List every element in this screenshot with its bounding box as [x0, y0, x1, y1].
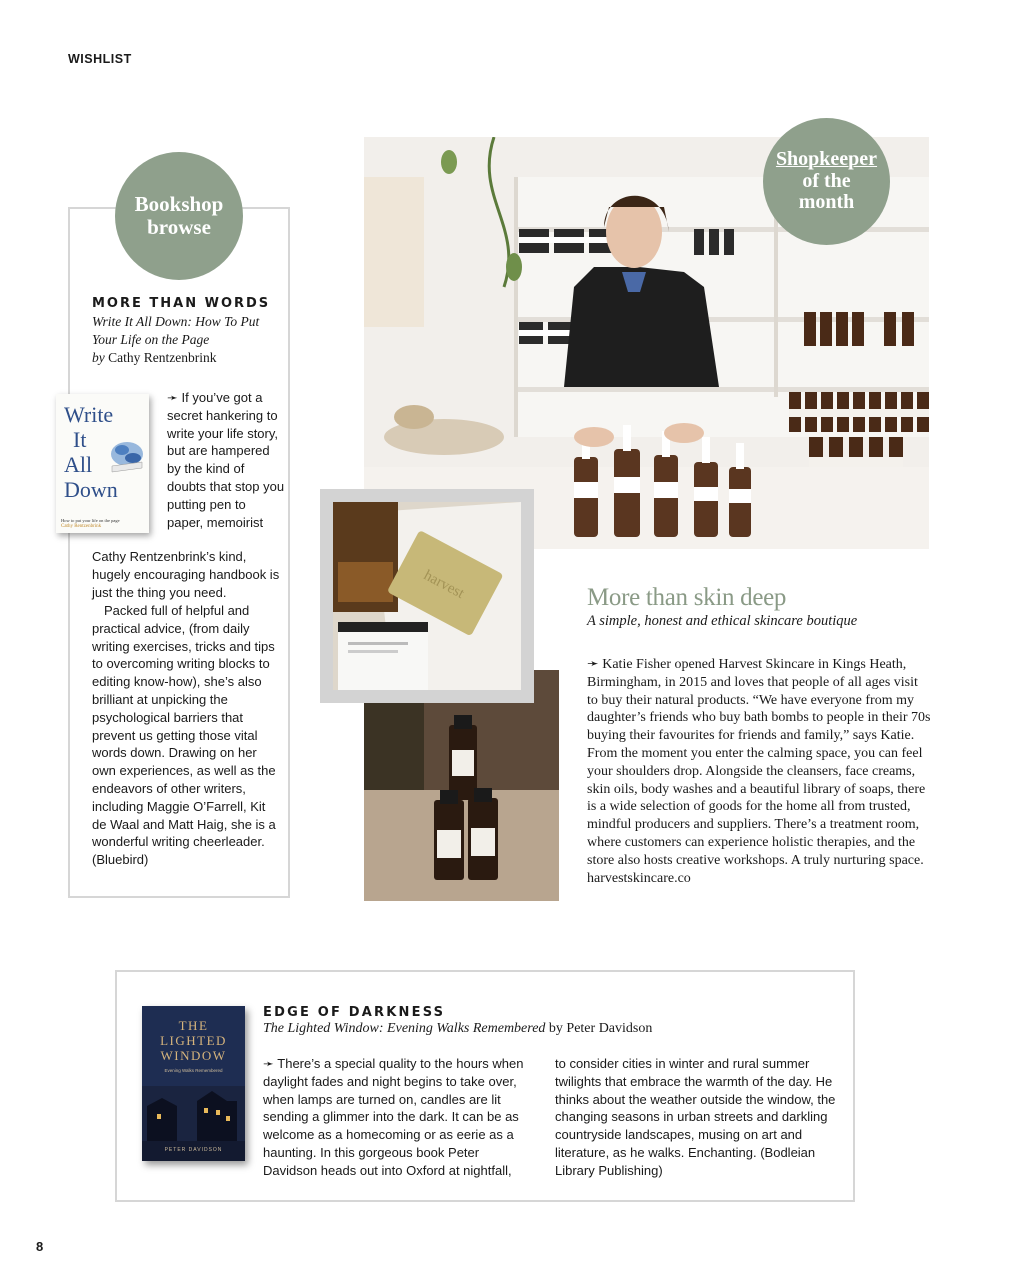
shopkeeper-badge-line3: month	[798, 191, 855, 214]
cover-title	[142, 1018, 245, 1063]
by-word: by	[92, 350, 105, 365]
soap-brand: harvest	[420, 567, 467, 602]
cover-title-line: WINDOW	[160, 1048, 227, 1063]
bottles-illustration	[364, 670, 559, 901]
bottles-photo	[364, 670, 559, 901]
soap-box-photo	[333, 502, 521, 690]
skin-deep-subheading: A simple, honest and ethical skincare boutique	[587, 613, 858, 629]
edge-body-col1: ➛ There’s a special quality to the hours when daylight fades and night begins to take over, when lamps are turned on, candles are lit sending a glimmer into the dark. It can be as welcome as a homecoming or as eerie as a haunting. In this gorgeous book Peter Davidson heads out into Oxford at nightfall,	[263, 1056, 524, 1178]
shopkeeper-badge-line1: Shopkeeper	[775, 148, 878, 171]
page-number: 8	[36, 1239, 44, 1254]
more-than-words-heading: MORE THAN WORDS	[92, 296, 271, 311]
edge-book-title-line	[263, 1021, 652, 1037]
shopkeeper-badge-line2: of the	[802, 169, 851, 192]
cover-subtitle: How to put your life on the page	[61, 518, 120, 523]
book-author: Cathy Rentzenbrink	[108, 350, 217, 365]
cover-author: PETER DAVIDSON	[164, 1147, 223, 1153]
shopkeeper-badge	[763, 118, 890, 245]
cover-title-line: LIGHTED	[160, 1033, 227, 1048]
section-label: WISHLIST	[68, 52, 132, 66]
book-title-block	[92, 313, 282, 367]
book-title: Write It All Down: How To Put Your Life on the Page	[92, 314, 260, 347]
bookshop-body-part2: Cathy Rentzenbrink’s kind, hugely encouraging handbook is just the thing you need.	[92, 549, 280, 600]
cover-author: Cathy Rentzenbrink	[61, 524, 102, 529]
bookshop-body-part1: ➛ If you’ve got a secret hankering to write your life story, but are hampered by the kind of doubts that stop you putting pen to paper, memoirist	[167, 390, 285, 530]
skin-deep-heading: More than skin deep	[587, 584, 787, 611]
cover-title-line: It	[73, 427, 87, 452]
edge-body-col2: to consider cities in winter and rural summer twilights that embrace the warmth of the day. He thinks about the weather outside the window, the changing seasons in urban streets and darkling countryside landscapes, musing on art and literature, as he walks. Enchanting. (Bodleian Library Publishing)	[555, 1056, 836, 1178]
cover-illustration	[108, 434, 146, 476]
lighted-window-cover	[142, 1006, 245, 1161]
cover-title-line: Write	[64, 402, 114, 427]
bookshop-badge: Bookshop browse	[115, 152, 243, 280]
write-it-all-down-cover	[56, 394, 149, 533]
cover-title-line: THE	[178, 1018, 209, 1033]
edge-book-author: by Peter Davidson	[545, 1021, 653, 1036]
skin-deep-body: ➛ Katie Fisher opened Harvest Skincare in Kings Heath, Birmingham, in 2015 and loves that people of all ages visit to buy their natural products. “We have everyone from my daughter’s friends who buy bath bombs to people in their 70s buying their favourites for friends and family,” says Katie. From the moment you enter the calming space, you can feel your shoulders drop. Alongside the cleansers, face creams, skin oils, body washes and a beautiful library of soaps, there is a wide selection of goods for the home all from trusted, mindful producers and suppliers. There’s a treatment room, where customers can experience holistic therapies, and the store also hosts creative workshops. A truly nurturing space. harvestskincare.co	[587, 657, 931, 886]
cover-title-line: Down	[64, 477, 118, 502]
cover-subtitle: Evening Walks Remembered	[164, 1068, 223, 1073]
edge-of-darkness-heading: EDGE OF DARKNESS	[263, 1005, 446, 1020]
soap-box-illustration	[333, 502, 521, 690]
bookshop-body-part3: Packed full of helpful and practical advice, (from daily writing exercises, tricks and tips to overcoming writing blocks to editing know-how), she’s also brilliant at unpicking the psychological barriers that prevent us getting those vital words down. Drawing on her own experiences, as well as the endeavors of other writers, including Maggie O’Farrell, Kit de Waal and Matt Haig, she is a wonderful writing cheerleader. (Bluebird)	[92, 603, 276, 868]
edge-book-title: The Lighted Window: Evening Walks Remembered	[263, 1021, 546, 1036]
cover-title-line: All	[64, 452, 93, 477]
